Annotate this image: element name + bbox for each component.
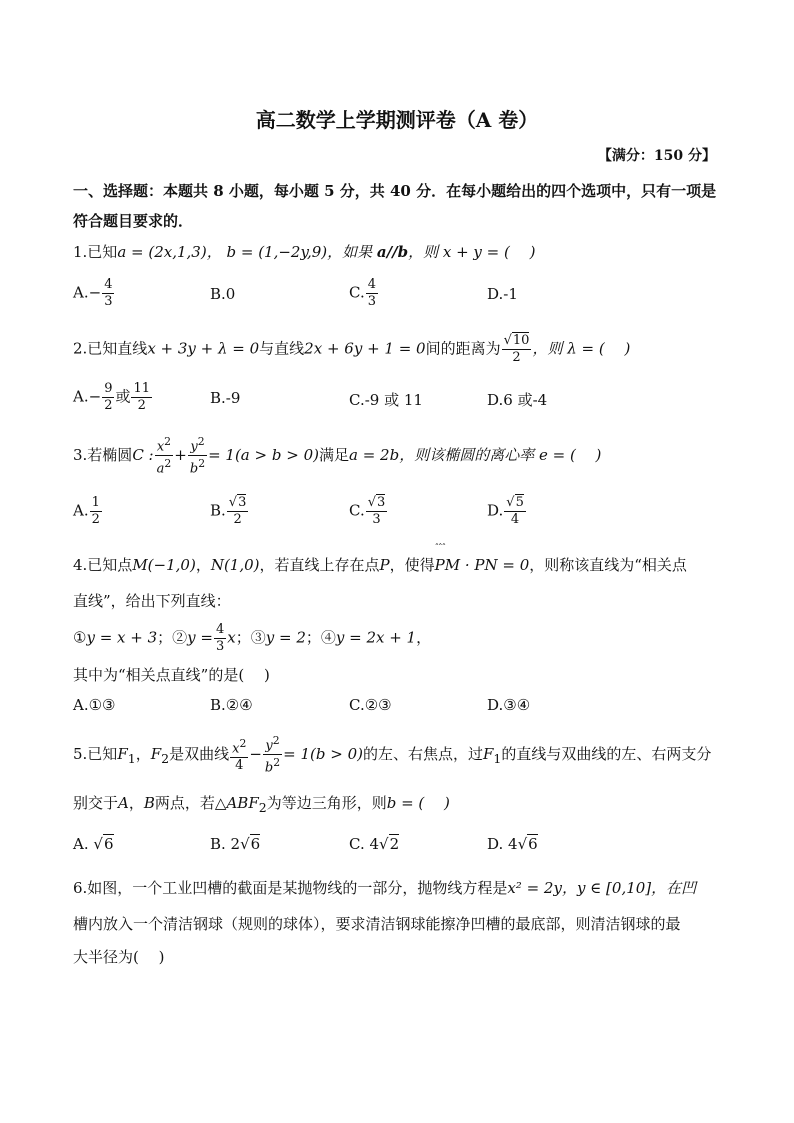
q3-option-a: A. $\frac{1}{2}$: [73, 495, 100, 527]
q2-option-a: A.− $\frac{9}{2}$ 或 $\frac{11}{2}$: [73, 381, 151, 413]
question-5: 5.已知$F_1$，$F_2$是双曲线 $\frac{x^2}{4}$ − $\frac{y^2}{b^2}$ = 1(b > 0)的左、右焦点，过$F_1$的直线与双曲线的左、右两支分: [73, 734, 712, 776]
q5-option-a: A. √6: [73, 835, 114, 853]
q2-option-b: B.-9: [210, 389, 241, 407]
question-6: 6.如图，一个工业凹槽的截面是某抛物线的一部分，抛物线方程是x² = 2y，y ∈ [0,10]，在凹: [73, 879, 697, 897]
q2-option-c: C.-9 或 11: [349, 391, 423, 409]
vector-dot-product: ˆˆˆ PM · PN = 0: [435, 556, 530, 574]
q1-vector-b: b = (1,−2y,9)，如果: [226, 243, 373, 261]
q1-option-b: B.0: [210, 285, 236, 303]
q2-option-d: D.6 或-4: [487, 391, 548, 409]
q1-vector-a: a = (2x,1,3)，: [117, 243, 222, 261]
q4-option-d: D.③④: [487, 696, 531, 714]
q1-option-c: C. $\frac{4}{3}$: [349, 277, 376, 309]
q1-condition: a//b: [376, 243, 409, 261]
q3-option-b: B. $\frac{√3}{2}$: [210, 495, 247, 527]
fraction: $\frac{4}{3}$: [104, 277, 113, 309]
question-2: 2.已知直线x + 3y + λ = 0与直线2x + 6y + 1 = 0间的距离为 $\frac{√10}{2}$ ，则 λ = ( ): [73, 333, 631, 365]
page-title: 高二数学上学期测评卷（A 卷）: [255, 108, 539, 132]
question-4: 4.已知点M(−1,0)，N(1,0)，若直线上存在点P，使得ˆˆˆ PM · PN = 0，则称该直线为“相关点: [73, 554, 687, 575]
q1-option-d: D.-1: [487, 285, 518, 303]
q4-option-c: C.②③: [349, 696, 392, 714]
q3-option-d: D. $\frac{√5}{4}$: [487, 495, 524, 527]
q6-line-3: 大半径为( ): [73, 948, 165, 966]
q5-option-c: C. 4√2: [349, 835, 400, 853]
q5-option-d: D. 4√6: [487, 835, 538, 853]
q1-option-a: A.− $\frac{4}{3}$: [73, 277, 113, 309]
q4-option-a: A.①③: [73, 696, 116, 714]
q4-line-ask: 其中为“相关点直线”的是( ): [73, 666, 270, 684]
q4-line-2: 直线”，给出下列直线：: [73, 592, 231, 610]
question-1: 1.已知a = (2x,1,3)， b = (1,−2y,9)，如果 a//b，则 x + y = ( ): [73, 243, 536, 261]
q4-option-b: B.②④: [210, 696, 253, 714]
q1-ask: ，则 x + y = ( ): [408, 243, 536, 261]
question-3: 3.若椭圆C : $\frac{x^2}{a^2}$ + $\frac{y^2}{b^2}$ = 1(a > b > 0)满足a = 2b，则该椭圆的离心率 e = ( ): [73, 435, 602, 477]
score-note: 【满分：150 分】: [597, 148, 716, 164]
q5-option-b: B. 2√6: [210, 835, 261, 853]
section-heading: 一、选择题：本题共 8 小题，每小题 5 分，共 40 分．在每小题给出的四个选项中，只有一项是符合题目要求的．: [73, 182, 717, 230]
q6-line-2: 槽内放入一个清洁钢球（规则的球体），要求清洁钢球能擦净凹槽的最底部，则清洁钢球的最: [73, 915, 681, 933]
q3-option-c: C. $\frac{√3}{3}$: [349, 495, 386, 527]
q4-line-list: ①y = x + 3；②y = $\frac{4}{3}$ x；③y = 2；④y = 2x + 1，: [73, 622, 432, 654]
q5-line-2: 别交于A，B两点，若$\triangle ABF_2$为等边三角形，则b = ( ): [73, 794, 450, 815]
distance-fraction: $\frac{√10}{2}$: [503, 333, 530, 365]
fraction: $\frac{4}{3}$: [367, 277, 376, 309]
